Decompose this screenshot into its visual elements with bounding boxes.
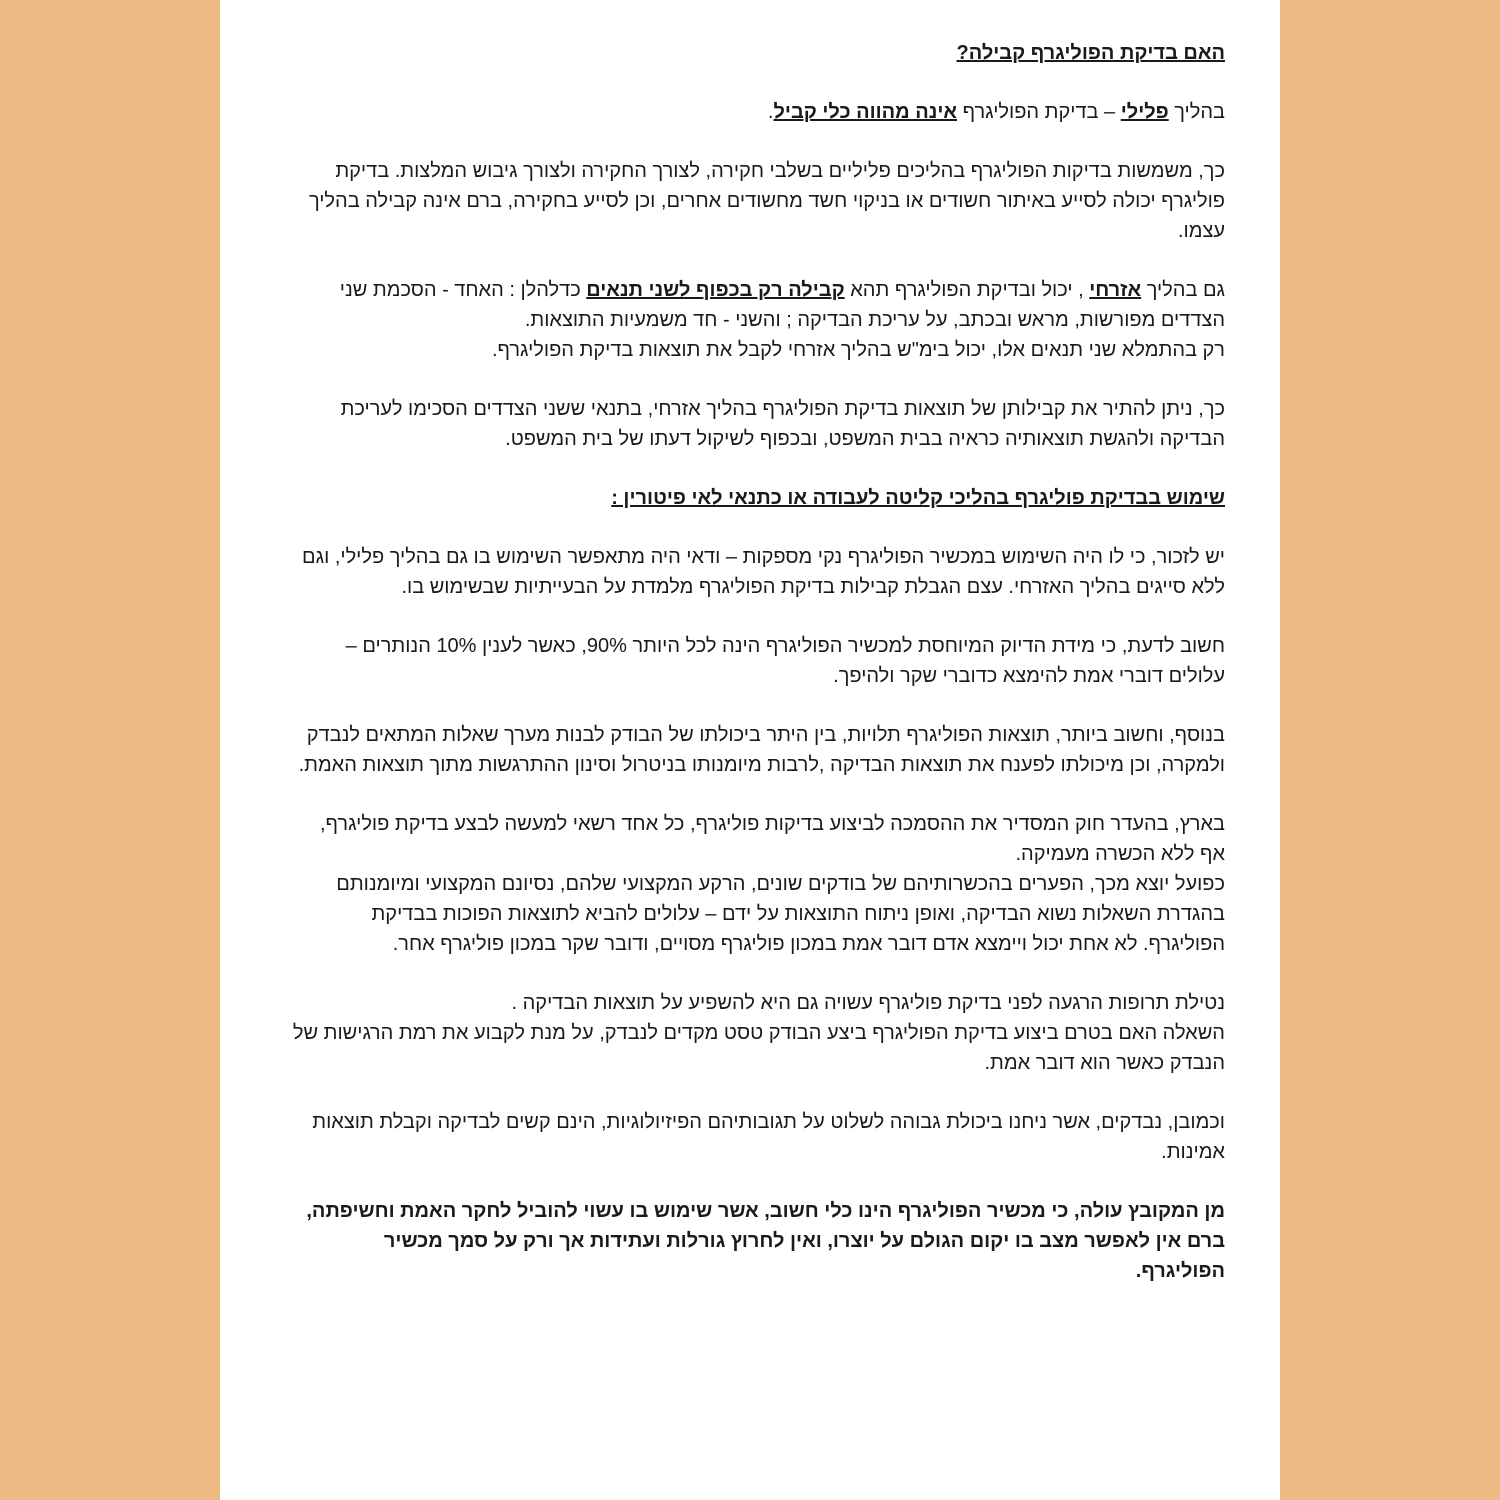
paragraph-remember: יש לזכור, כי לו היה השימוש במכשיר הפוליגרף נקי מספקות – ודאי היה מתאפשר השימוש בו גם בהליך פלילי, וגם ללא סייגים בהליך האזרחי. עצם הגבלת קבילות בדיקת הפוליגרף מלמדת על הבעייתיות שבשימוש בו. [302, 546, 1225, 598]
paragraph-gaps: כפועל יוצא מכך, הפערים בהכשרותיהם של בודקים שונים, הרקע המקצועי שלהם, נסיונם המקצועי ומיומנותם בהגדרת השאלות נשוא הבדיקה, ואופן ניתוח התוצאות על ידם – עלולים להביא לתוצאות הפוכות בבדיקת הפוליגרף. לא אחת יכול ויימצא אדם דובר אמת במכון פוליגרף מסויים, ודובר שקר במכון פוליגרף אחר. [336, 873, 1225, 955]
underlined-two-conditions: קבילה רק בכפוף לשני תנאים [586, 279, 845, 301]
text-run: – בדיקת הפוליגרף [957, 101, 1121, 123]
text-run: , יכול ובדיקת הפוליגרף תהא [844, 279, 1090, 301]
paragraph-law: בארץ, בהעדר חוק המסדיר את ההסמכה לביצוע בדיקות פוליגרף, כל אחד רשאי למעשה לבצע בדיקת פוליגרף, אף ללא הכשרה מעמיקה. [319, 813, 1225, 865]
paragraph-civil-allow: כך, ניתן להתיר את קבילותן של תוצאות בדיקת הפוליגרף בהליך אזרחי, בתנאי ששני הצדדים הסכימו לעריכת הבדיקה ולהגשת תוצאותיה כראיה בבית המשפט, ובכפוף לשיקול דעתו של בית המשפט. [340, 398, 1225, 450]
paragraph-conclusion: מן המקובץ עולה, כי מכשיר הפוליגרף הינו כלי חשוב, אשר שימוש בו עשוי להוביל לחקר האמת וחשיפתה, ברם אין לאפשר מצב בו יקום הגולם על יוצרו, ואין לחרוץ גורלות ועתידות אך ורק על סמך מכשיר הפוליגרף. [306, 1200, 1225, 1282]
underlined-term-civil: אזרחי [1089, 279, 1142, 301]
underlined-not-admissible: אינה מהווה כלי קביל [773, 101, 958, 123]
paragraph-examiner: בנוסף, וחשוב ביותר, תוצאות הפוליגרף תלויות, בין היתר ביכולתו של הבודק לבנות מערך שאלות המתאים לנבדק ולמקרה, וכן מיכולתו לפענח את תוצאות הבדיקה ,לרבות מיומנותו בניטרול וסינון ההתרגשות מתוך תוצאות האמת. [298, 724, 1225, 776]
paragraph-accuracy: חשוב לדעת, כי מידת הדיוק המיוחסת למכשיר הפוליגרף הינה לכל היותר 90%, כאשר לענין 10% הנותרים – עלולים דוברי אמת להימצא כדוברי שקר ולהיפך. [345, 635, 1225, 687]
document-title: האם בדיקת הפוליגרף קבילה? [956, 42, 1225, 64]
text-run: גם בהליך [1141, 279, 1225, 301]
document-content [290, 38, 1225, 1286]
text-run: כדלהלן : האחד - הסכמת שני הצדדים מפורשות, מראש ובכתב, על עריכת הבדיקה ; והשני - חד משמעיות התוצאות. [339, 279, 1225, 331]
paragraph-drugs: נטילת תרופות הרגעה לפני בדיקת פוליגרף עשויה גם היא להשפיע על תוצאות הבדיקה . [511, 992, 1225, 1014]
text-run: בהליך [1168, 101, 1225, 123]
document-page [220, 0, 1280, 1500]
paragraph-civil [290, 275, 1225, 335]
paragraph-control: וכמובן, נבדקים, אשר ניחנו ביכולת גבוהה לשלוט על תגובותיהם הפיזיולוגיות, הינם קשים לבדיקה וקבלת תוצאות אמינות. [312, 1111, 1225, 1163]
paragraph-criminal [290, 97, 1225, 127]
section-subtitle: שימוש בבדיקת פוליגרף בהליכי קליטה לעבודה או כתנאי לאי פיטורין : [611, 487, 1225, 509]
underlined-term-criminal: פלילי [1120, 101, 1169, 123]
paragraph-pretest: השאלה האם בטרם ביצוע בדיקת הפוליגרף ביצע הבודק טסט מקדים לנבדק, על מנת לקבוע את רמת הרגישות של הנבדק כאשר הוא דובר אמת. [292, 1022, 1225, 1074]
paragraph-civil-only: רק בהתמלא שני תנאים אלו, יכול בימ"ש בהליך אזרחי לקבל את תוצאות בדיקת הפוליגרף. [491, 339, 1225, 361]
text-run: . [767, 101, 774, 123]
paragraph-criminal-use: כך, משמשות בדיקות הפוליגרף בהליכים פליליים בשלבי חקירה, לצורך החקירה ולצורך גיבוש המלצות. בדיקת פוליגרף יכולה לסייע באיתור חשודים או בניקוי חשד מחשודים אחרים, וכן לסייע בחקירה, ברם אינה קבילה בהליך עצמו. [308, 160, 1225, 242]
